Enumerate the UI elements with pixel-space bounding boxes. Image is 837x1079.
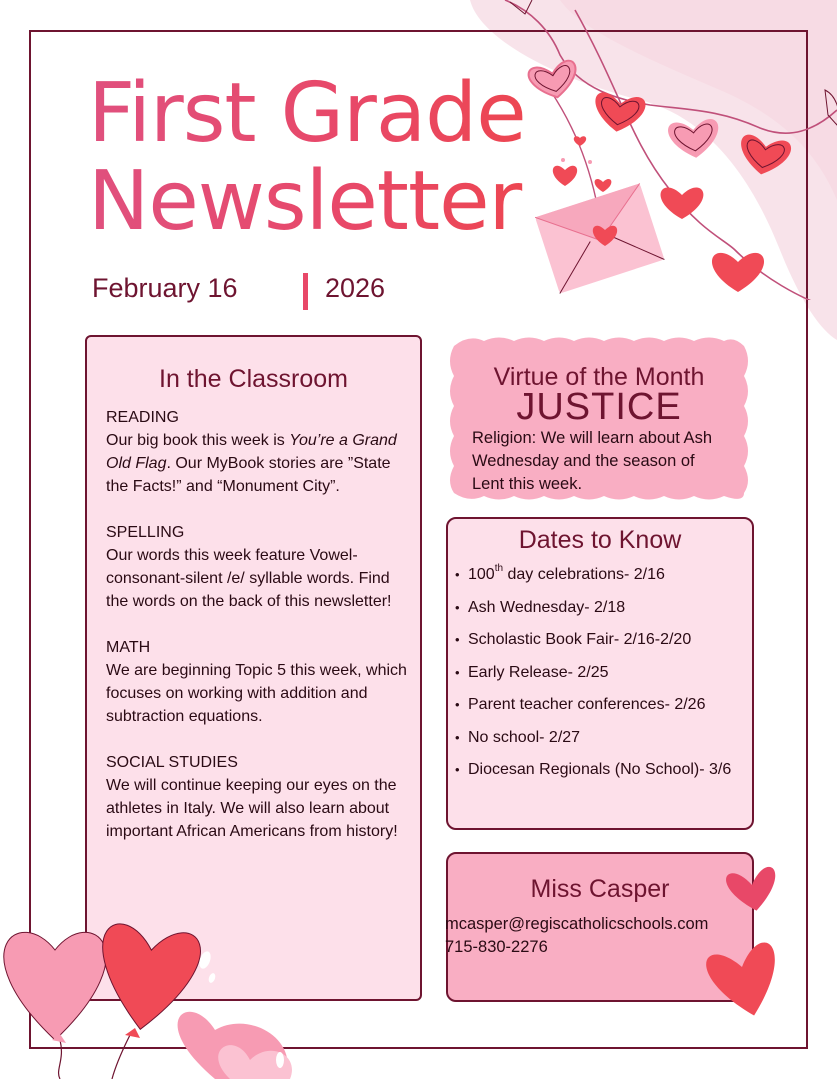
teacher-email[interactable]: mcasper@regiscatholicschools.com <box>445 915 709 933</box>
spelling-section <box>106 521 408 613</box>
heart-balloons-icon <box>0 910 300 1079</box>
reading-section <box>106 406 408 498</box>
love-letter-envelope-icon <box>535 130 665 300</box>
date-item: • No school- 2/27 <box>468 722 758 755</box>
social-studies-section <box>106 751 408 843</box>
math-text: We are beginning Topic 5 this week, which focuses on working with addition and subtraction equations. <box>106 662 407 725</box>
hearts-icon <box>690 855 795 1025</box>
date-item <box>468 559 758 592</box>
issue-date: February 16 <box>92 273 238 303</box>
date-divider <box>303 273 308 310</box>
math-label: MATH <box>106 639 151 656</box>
spelling-text: Our words this week feature Vowel-consonant-silent /e/ syllable words. Find the words on the back of this newsletter! <box>106 547 392 610</box>
date-item-number: 100 <box>468 566 495 583</box>
title-line-1: First Grade <box>88 66 526 161</box>
dates-list <box>468 559 758 787</box>
title-line-2: Newsletter <box>88 154 522 249</box>
reading-text-before: Our big book this week is <box>106 432 290 449</box>
date-item: • Parent teacher conferences- 2/26 <box>468 689 758 722</box>
issue-year: 2026 <box>325 273 386 303</box>
date-item: • Ash Wednesday- 2/18 <box>468 592 758 625</box>
date-item: • Diocesan Regionals (No School)- 3/6 <box>468 754 758 787</box>
reading-label: READING <box>106 409 179 426</box>
teacher-phone[interactable]: 715-830-2276 <box>445 938 548 956</box>
virtue-panel <box>444 336 754 503</box>
dates-panel <box>446 517 754 830</box>
date-item-text: day celebrations- 2/16 <box>503 566 665 583</box>
dates-heading: Dates to Know <box>518 526 682 554</box>
classroom-body <box>106 406 408 866</box>
reading-book-title: You’re a Grand Old Flag <box>106 432 397 472</box>
reading-text-after: . Our MyBook stories are ”State the Facts!” and “Monument City”. <box>106 455 391 495</box>
spelling-label: SPELLING <box>106 524 185 541</box>
math-section <box>106 636 408 728</box>
virtue-heading: Virtue of the Month <box>493 363 705 391</box>
teacher-name: Miss Casper <box>530 875 670 903</box>
social-studies-text: We will continue keeping our eyes on the athletes in Italy. We will also learn about important African Americans from history! <box>106 777 398 840</box>
date-item-suffix: th <box>494 563 504 574</box>
virtue-text: Religion: We will learn about Ash Wednesday and the season of Lent this week. <box>472 429 712 493</box>
classroom-heading: In the Classroom <box>159 365 348 393</box>
date-item: • Scholastic Book Fair- 2/16-2/20 <box>468 624 758 657</box>
date-item: • Early Release- 2/25 <box>468 657 758 690</box>
virtue-name: JUSTICE <box>516 386 682 428</box>
social-studies-label: SOCIAL STUDIES <box>106 754 238 771</box>
classroom-panel <box>85 335 422 1001</box>
newsletter-title <box>88 66 526 249</box>
